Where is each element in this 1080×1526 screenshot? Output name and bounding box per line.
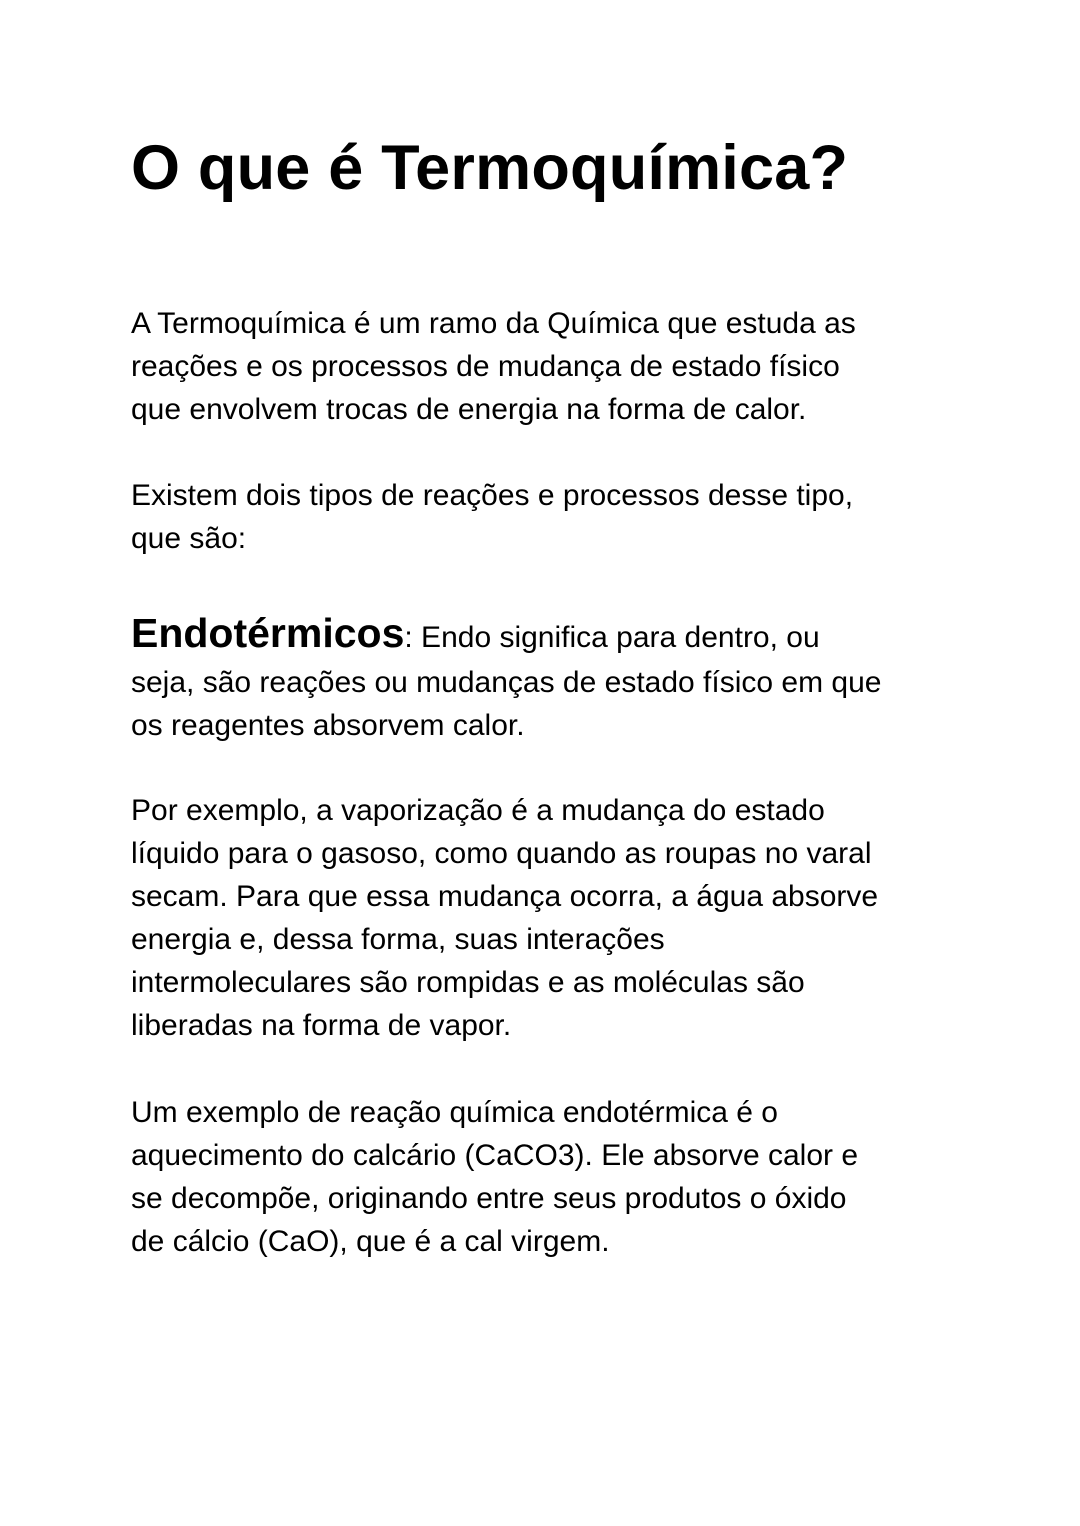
text-line	[131, 608, 881, 663]
endothermic-term: Endotérmicos	[131, 610, 405, 656]
text-line: Um exemplo de reação química endotérmica é o	[131, 1096, 778, 1129]
text-line: que envolvem trocas de energia na forma de calor.	[131, 393, 807, 426]
text-line: seja, são reações ou mudanças de estado físico em que	[131, 666, 882, 699]
vaporization-example-paragraph	[131, 789, 878, 1047]
text-line: Por exemplo, a vaporização é a mudança do estado	[131, 794, 825, 827]
text-line: reações e os processos de mudança de estado físico	[131, 350, 840, 383]
limestone-example-paragraph	[131, 1091, 858, 1263]
text-line: energia e, dessa forma, suas interações	[131, 923, 665, 956]
text-line: que são:	[131, 522, 247, 555]
intro-paragraph	[131, 302, 856, 431]
text-line: os reagentes absorvem calor.	[131, 709, 525, 742]
text-line: intermoleculares são rompidas e as moléculas são	[131, 966, 805, 999]
text-line: A Termoquímica é um ramo da Química que estuda as	[131, 307, 856, 340]
types-paragraph	[131, 474, 853, 560]
text-line: aquecimento do calcário (CaCO3). Ele absorve calor e	[131, 1139, 859, 1172]
text-line: Existem dois tipos de reações e processos desse tipo,	[131, 479, 854, 512]
text-line: de cálcio (CaO), que é a cal virgem.	[131, 1225, 610, 1258]
endothermic-paragraph	[131, 608, 881, 747]
endothermic-definition-start: : Endo significa para dentro, ou	[404, 621, 820, 654]
text-line: líquido para o gasoso, como quando as roupas no varal	[131, 837, 872, 870]
text-line: liberadas na forma de vapor.	[131, 1009, 512, 1042]
page-title: O que é Termoquímica?	[131, 133, 849, 203]
text-line: se decompõe, originando entre seus produtos o óxido	[131, 1182, 847, 1215]
text-line: secam. Para que essa mudança ocorra, a água absorve	[131, 880, 879, 913]
